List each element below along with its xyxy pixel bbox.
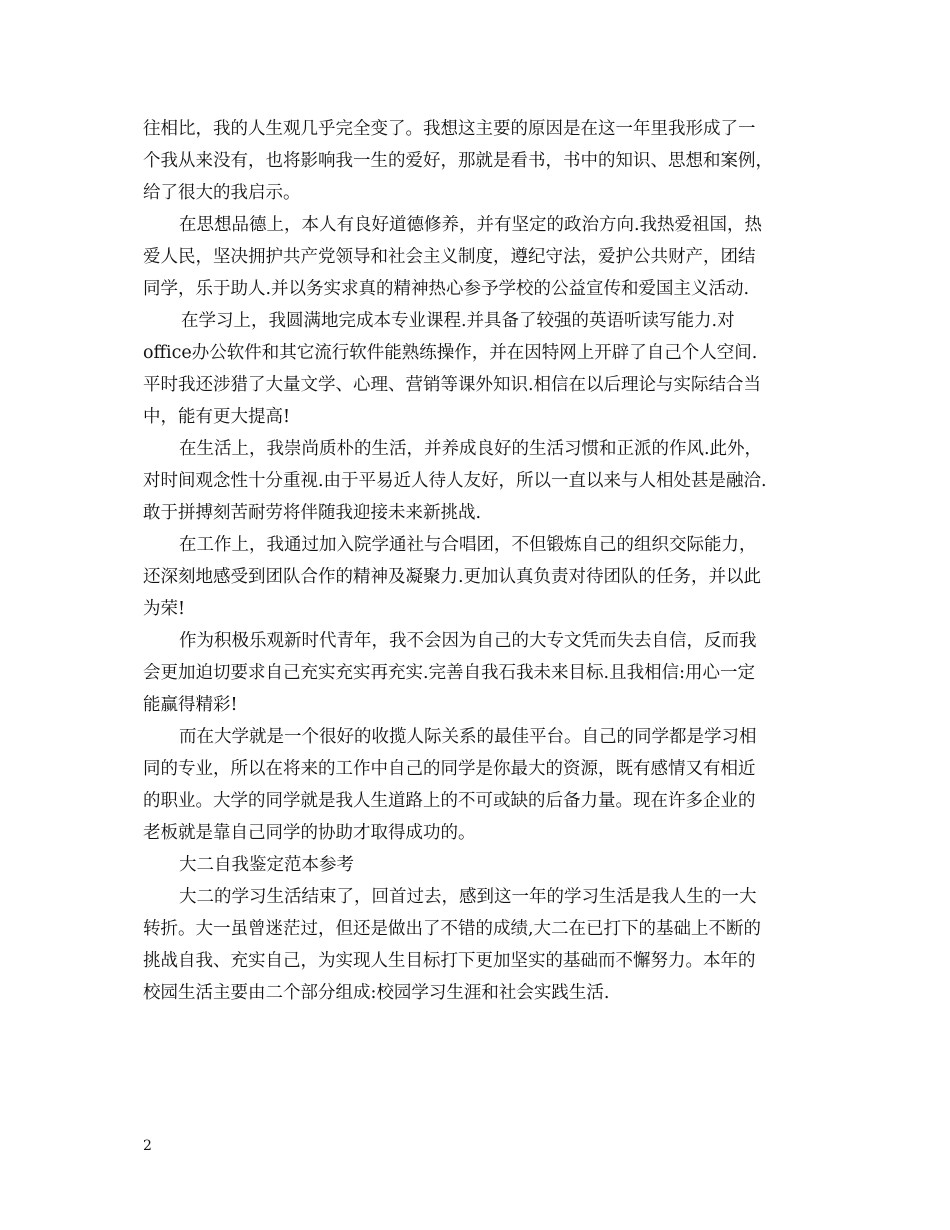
text-line: 转折。大一虽曾迷茫过，但还是做出了不错的成绩,大二在已打下的基础上不断的 — [143, 919, 762, 939]
paragraph-start-line: 大二的学习生活结束了，回首过去，感到这一年的学习生活是我人生的一大 — [179, 887, 757, 907]
text-line: 的职业。大学的同学就是我人生道路上的不可或缺的后备力量。现在许多企业的 — [143, 791, 756, 811]
text-line: 爱人民，坚决拥护共产党领导和社会主义制度，遵纪守法，爱护公共财产，团结 — [143, 247, 756, 267]
text-line: 平时我还涉猎了大量文学、心理、营销等课外知识.相信在以后理论与实际结合当 — [143, 375, 762, 395]
paragraph-start-line: 在工作上，我通过加入院学通社与合唱团，不但锻炼自己的组织交际能力， — [179, 535, 757, 555]
text-line: 为荣! — [143, 599, 186, 619]
text-line: 个我从来没有，也将影响我一生的爱好，那就是看书，书中的知识、思想和案例， — [143, 151, 773, 171]
text-line: 敢于拼搏刻苦耐劳将伴随我迎接未来新挑战. — [143, 503, 482, 523]
paragraph-start-line: 在学习上，我圆满地完成本专业课程.并具备了较强的英语听读写能力.对 — [181, 311, 735, 331]
paragraph-start-line: 在思想品德上，本人有良好道德修养，并有坚定的政治方向.我热爱祖国，热 — [179, 215, 763, 235]
paragraph-start-line: 在生活上，我崇尚质朴的生活，并养成良好的生活习惯和正派的作风.此外， — [179, 439, 763, 459]
text-line: office办公软件和其它流行软件能熟练操作，并在因特网上开辟了自己个人空间. — [143, 343, 758, 363]
paragraph-start-line: 作为积极乐观新时代青年，我不会因为自己的大专文凭而失去自信，反而我 — [179, 631, 757, 651]
text-line: 老板就是靠自己同学的协助才取得成功的。 — [143, 823, 476, 843]
text-line: 挑战自我、充实自己，为实现人生目标打下更加坚实的基础而不懈努力。本年的 — [143, 951, 756, 971]
text-line: 校园生活主要由二个部分组成:校园学习生涯和社会实践生活. — [143, 983, 610, 1003]
text-line: 同的专业，所以在将来的工作中自己的同学是你最大的资源，既有感情又有相近 — [143, 759, 756, 779]
paragraph-start-line: 而在大学就是一个很好的收揽人际关系的最佳平台。自己的同学都是学习相 — [179, 727, 757, 747]
text-line: 会更加迫切要求自己充实充实再充实.完善自我石我未来目标.且我相信:用心一定 — [143, 663, 756, 683]
text-line: 给了很大的我启示。 — [143, 183, 301, 203]
text-line: 能赢得精彩! — [143, 695, 238, 715]
text-line: 还深刻地感受到团队合作的精神及凝聚力.更加认真负责对待团队的任务，并以此 — [143, 567, 762, 587]
section-heading: 大二自我鉴定范本参考 — [179, 855, 354, 875]
text-line: 往相比，我的人生观几乎完全变了。我想这主要的原因是在这一年里我形成了一 — [143, 119, 756, 139]
text-line: 对时间观念性十分重视.由于平易近人待人友好，所以一直以来与人相处甚是融洽. — [143, 471, 767, 491]
document-body — [143, 113, 813, 1009]
text-line: 中，能有更大提高! — [143, 407, 291, 427]
page-number: 2 — [143, 1138, 152, 1154]
text-line: 同学，乐于助人.并以务实求真的精神热心参予学校的公益宣传和爱国主义活动. — [143, 279, 750, 299]
